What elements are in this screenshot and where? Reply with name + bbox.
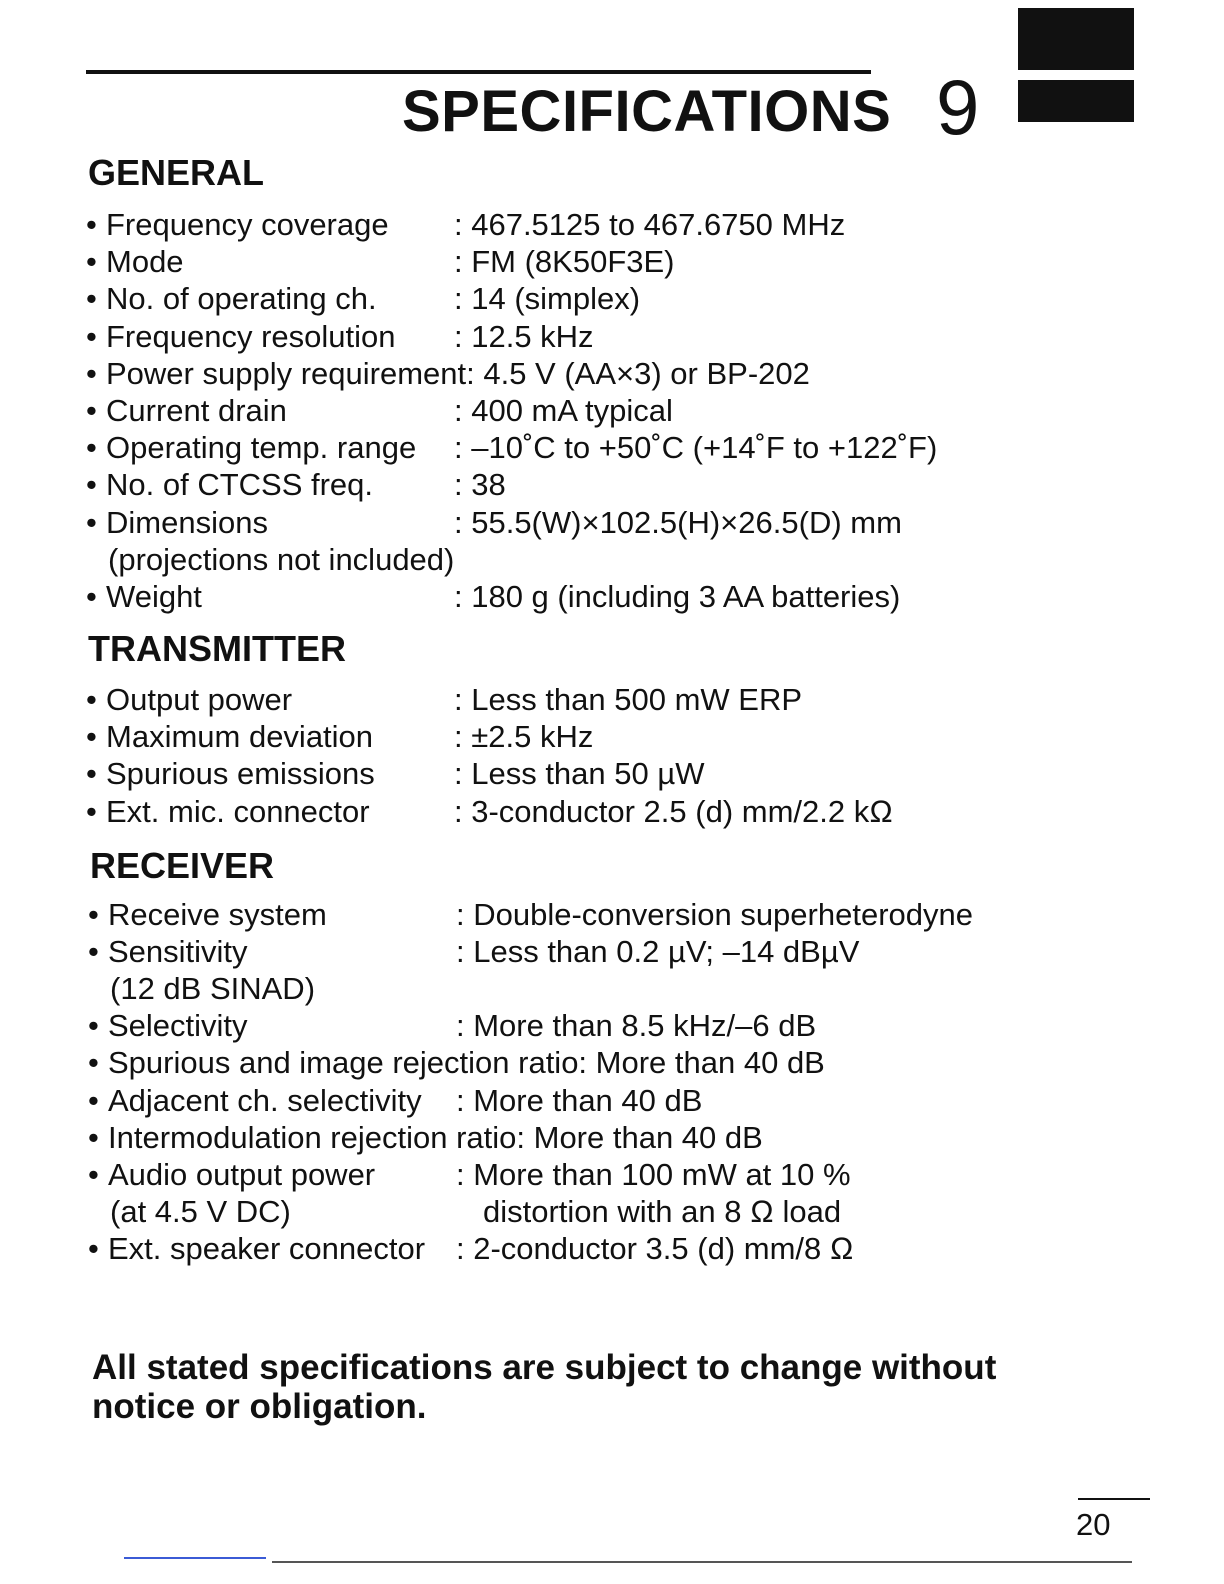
bullet: • <box>88 1082 99 1118</box>
bullet: • <box>86 504 97 540</box>
spec-label: Mode <box>106 244 184 280</box>
spec-row <box>86 429 1126 466</box>
spec-row <box>86 755 1126 792</box>
bullet: • <box>86 318 97 354</box>
bullet: • <box>88 1156 99 1192</box>
spec-row <box>88 896 1128 933</box>
bullet: • <box>86 682 97 717</box>
spec-label: Selectivity <box>108 1008 248 1044</box>
spec-label: Dimensions <box>106 504 268 540</box>
spec-value: : –10˚C to +50˚C (+14˚F to +122˚F) <box>454 430 938 466</box>
spec-value: : 467.5125 to 467.6750 MHz <box>454 207 846 242</box>
spec-row <box>86 681 1126 718</box>
bullet: • <box>88 1119 99 1155</box>
spec-row <box>86 504 1126 578</box>
spec-label: Operating temp. range <box>106 430 417 466</box>
section-heading-transmitter: TRANSMITTER <box>88 628 346 669</box>
spec-value: : 14 (simplex) <box>454 281 641 317</box>
spec-value: : 2-conductor 3.5 (d) mm/8 Ω <box>456 1230 854 1266</box>
bullet: • <box>88 1230 99 1266</box>
spec-label: No. of CTCSS freq. <box>106 467 374 503</box>
spec-value: : 55.5(W)×102.5(H)×26.5(D) mm <box>454 504 902 540</box>
spec-value: : Less than 0.2 µV; –14 dBµV <box>456 934 860 970</box>
bullet: • <box>86 281 97 317</box>
spec-note: (12 dB SINAD) <box>110 971 316 1007</box>
disclaimer-notice: All stated specifications are subject to change without notice or obligation. <box>92 1348 997 1426</box>
bullet: • <box>86 355 97 391</box>
spec-value: : FM (8K50F3E) <box>454 244 675 280</box>
spec-value: : 400 mA typical <box>454 392 673 428</box>
page-number: 20 <box>1076 1507 1111 1542</box>
spec-label: Spurious and image rejection ratio: More than 40 dB <box>108 1045 825 1081</box>
bullet: • <box>88 1045 99 1081</box>
spec-note: (at 4.5 V DC) <box>110 1193 291 1229</box>
spec-row <box>86 243 1126 280</box>
spec-note: (projections not included) <box>108 541 455 577</box>
spec-value: : More than 8.5 kHz/–6 dB <box>456 1008 817 1044</box>
spec-row <box>88 1044 1128 1081</box>
spec-label: Frequency coverage <box>106 207 389 242</box>
spec-row <box>86 718 1126 755</box>
spec-label: Ext. mic. connector <box>106 793 370 829</box>
spec-row <box>88 933 1128 1007</box>
spec-value: : More than 100 mW at 10 % <box>456 1156 851 1192</box>
bullet: • <box>88 1008 99 1044</box>
spec-label: Intermodulation rejection ratio: More than 40 dB <box>108 1119 763 1155</box>
bullet: • <box>86 207 97 242</box>
spec-row <box>88 1119 1128 1156</box>
spec-row <box>86 280 1126 317</box>
spec-label: Frequency resolution <box>106 318 396 354</box>
bullet: • <box>86 756 97 792</box>
spec-row <box>86 466 1126 503</box>
spec-label: Sensitivity <box>108 934 248 970</box>
receiver-spec-list <box>88 896 1128 1267</box>
spec-row <box>86 793 1126 830</box>
spec-row <box>88 1156 1128 1230</box>
section-heading-general: GENERAL <box>88 152 265 193</box>
bullet: • <box>86 430 97 466</box>
spec-label: Weight <box>106 578 202 614</box>
bullet: • <box>88 934 99 970</box>
chapter-tab-marker <box>1018 8 1134 70</box>
spec-value-continuation: distortion with an 8 Ω load <box>483 1193 842 1229</box>
spec-label: Adjacent ch. selectivity <box>108 1082 422 1118</box>
bullet: • <box>86 578 97 614</box>
transmitter-spec-list <box>86 681 1126 830</box>
bullet: • <box>88 897 99 932</box>
spec-row <box>88 1007 1128 1044</box>
spec-value: : 180 g (including 3 AA batteries) <box>454 578 901 614</box>
spec-value: : More than 40 dB <box>456 1082 703 1118</box>
spec-value: : Less than 50 µW <box>454 756 705 792</box>
bullet: • <box>86 244 97 280</box>
page-title: SPECIFICATIONS <box>402 79 892 144</box>
spec-value: : Double-conversion superheterodyne <box>456 897 973 932</box>
bullet: • <box>86 392 97 428</box>
spec-label: Spurious emissions <box>106 756 375 792</box>
spec-label: Receive system <box>108 897 327 932</box>
bullet: • <box>86 793 97 829</box>
spec-row <box>88 1230 1128 1267</box>
spec-row <box>86 355 1126 392</box>
bullet: • <box>86 467 97 503</box>
header-rule <box>86 70 871 74</box>
spec-label: Maximum deviation <box>106 719 374 755</box>
spec-row <box>86 206 1126 243</box>
spec-value: : 12.5 kHz <box>454 318 594 354</box>
general-spec-list <box>86 206 1126 615</box>
spec-label: Audio output power <box>108 1156 376 1192</box>
page-number-rule <box>1078 1498 1150 1500</box>
spec-value: : ±2.5 kHz <box>454 719 594 755</box>
spec-value: : Less than 500 mW ERP <box>454 682 803 717</box>
spec-row <box>86 578 1126 615</box>
spec-value: : 3-conductor 2.5 (d) mm/2.2 kΩ <box>454 793 894 829</box>
chapter-tab-marker <box>1018 80 1134 122</box>
spec-value: : 38 <box>454 467 506 503</box>
spec-label: Ext. speaker connector <box>108 1230 426 1266</box>
spec-row <box>86 392 1126 429</box>
spec-label: No. of operating ch. <box>106 281 377 317</box>
footer-rule <box>272 1561 1132 1563</box>
section-heading-receiver: RECEIVER <box>90 845 275 886</box>
chapter-number: 9 <box>936 63 980 151</box>
footer-rule <box>124 1557 266 1559</box>
spec-label: Current drain <box>106 392 287 428</box>
spec-row <box>86 318 1126 355</box>
spec-row <box>88 1082 1128 1119</box>
spec-label: Output power <box>106 682 293 717</box>
spec-label: Power supply requirement: 4.5 V (AA×3) or BP-202 <box>106 355 810 391</box>
bullet: • <box>86 719 97 755</box>
